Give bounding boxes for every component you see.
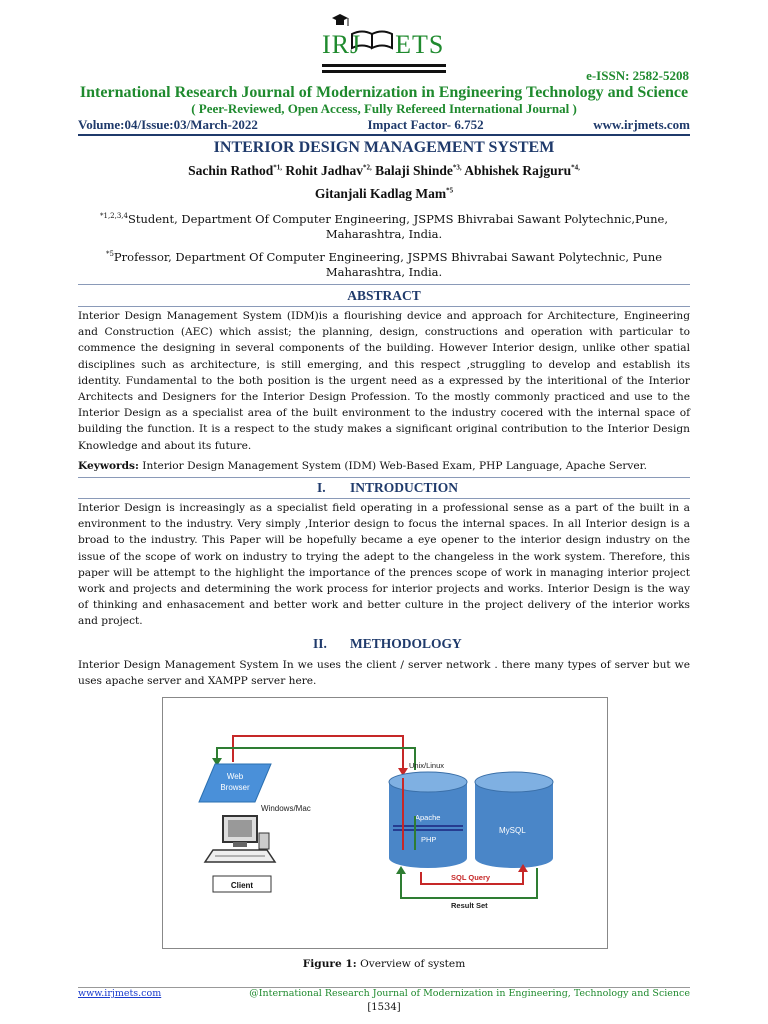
methodology-text: Interior Design Management System In we uses the client / server network . there many types of server but we uses apache server and XAMPP server here. — [78, 659, 690, 688]
authors-line-2: Gitanjali Kadlag Mam$^{*5}$ — [314, 186, 454, 201]
paper-title: INTERIOR DESIGN MANAGEMENT SYSTEM — [213, 139, 555, 156]
volume-line — [78, 117, 690, 133]
impact-factor: Impact Factor- 6.752 — [367, 117, 484, 132]
website[interactable]: www.irjmets.com — [593, 117, 690, 132]
journal-logo — [318, 12, 450, 82]
unix-linux-label: Unix/Linux — [409, 761, 445, 770]
sql-query-label: SQL Query — [451, 873, 491, 882]
php-label: PHP — [421, 835, 437, 844]
windows-mac-label: Windows/Mac — [261, 804, 311, 813]
intro-rule-top — [78, 477, 690, 478]
client-computer-icon — [205, 816, 275, 862]
volume-issue: Volume:04/Issue:03/March-2022 — [78, 117, 258, 132]
footer-url-link[interactable]: www.irjmets.com — [78, 988, 162, 999]
client-label: Client — [230, 881, 254, 890]
intro-text: Interior Design is increasingly as a specialist field operating in a professional sense as a part of the built in a environment to the industry. Very simply ,Interior design to focus the internal spaces. In all Interior design is a broad to the industry. This Paper will be hopefully became a eye opener to the interior design industry on the issue of the scope of work on industry to trying the adept to the changeless in the work system. Therefore, this paper will be attempt to the highlight the importance of the prences scope of work in managing interior project work and projects and determining the work process for interior projects and works. Interior Design is the way of thinking and enhasacement and better work and better culture in the project delivery of the interior works and project. — [78, 502, 690, 628]
logo-text-right: ETS — [395, 30, 445, 59]
result-set-label: Result Set — [451, 901, 488, 910]
abstract-heading: ABSTRACT — [347, 288, 421, 303]
page-number: [1534] — [367, 1002, 401, 1013]
intro-number: I. — [317, 480, 326, 495]
web-browser-label-1: Web — [226, 772, 244, 781]
journal-name: International Research Journal of Modernization in Engineering Technology and Science — [79, 84, 689, 101]
footer-copyright: @International Research Journal of Modernization in Engineering, Technology and Science — [249, 988, 690, 999]
affiliation-2-line-1: $^{*5}$Professor, Department Of Computer Engineering, JSPMS Bhivrabai Sawant Polytechnic, Pune — [105, 249, 663, 264]
methodology-heading: METHODOLOGY — [350, 636, 462, 651]
affiliation-1-line-2: Maharashtra, India. — [325, 227, 443, 241]
methodology-number: II. — [313, 636, 327, 651]
logo-text-left: IRJ — [322, 30, 362, 59]
abstract-text: Interior Design Management System (IDM)is a flourishing device and approach for Architecture, Engineering and Construction (AEC) which assist; the planning, design, constructions and operation with particular to commence the designing in several components of the building. However Interior design, unlike other spatial disciplines such as architecture, is still emerging, and this respect ,struggling to develop and establish its identity. Fundamental to the both position is the urgent need as a expressed by the interitional of the Interior Architects and Designers for the Interior Design Profession. To the mostly commonly practiced and use to the Interior Design as a specialist area of the built environment to the industry cocered with the internal space of building the function. It is a respect to the study makes a significant original contribution to the Interior Design Knowledge and about its future. — [78, 310, 690, 452]
mysql-label: MySQL — [499, 826, 526, 835]
apache-label: Apache — [415, 813, 441, 822]
eissn: e-ISSN: 2582-5208 — [586, 68, 689, 83]
figure-caption — [0, 958, 768, 970]
keywords-label: Keywords: — [78, 460, 139, 472]
intro-rule-bottom — [78, 498, 690, 499]
intro-heading: INTRODUCTION — [350, 480, 459, 495]
authors-line-1: Sachin Rathod$^{*1,}$ Rohit Jadhav$^{*2,}$ Balaji Shinde$^{*3,}$ Abhishek Rajguru$^{*4,}$ — [188, 163, 580, 178]
keywords-text: Interior Design Management System (IDM) Web-Based Exam, PHP Language, Apache Server. — [138, 460, 647, 472]
abstract-rule-top — [78, 284, 690, 285]
affiliation-1-line-1: $^{*1,2,3,4}$Student, Department Of Computer Engineering, JSPMS Bhivrabai Sawant Polytechnic,Pune, — [99, 211, 669, 226]
keywords-line — [78, 458, 690, 474]
web-browser-label-2: Browser — [220, 783, 250, 792]
affiliation-2-line-2: Maharashtra, India. — [325, 265, 443, 279]
abstract-rule-bottom — [78, 306, 690, 307]
result-set-arrowhead — [396, 866, 406, 874]
figure-client-server — [162, 697, 608, 949]
client-server-diagram — [163, 698, 607, 948]
header-rule — [78, 134, 690, 136]
mysql-cylinder — [475, 772, 553, 868]
figure-caption-label: Figure 1: — [302, 958, 357, 970]
figure-caption-text: Overview of system — [356, 958, 466, 970]
peer-review-note: ( Peer-Reviewed, Open Access, Fully Refereed International Journal ) — [191, 101, 577, 116]
